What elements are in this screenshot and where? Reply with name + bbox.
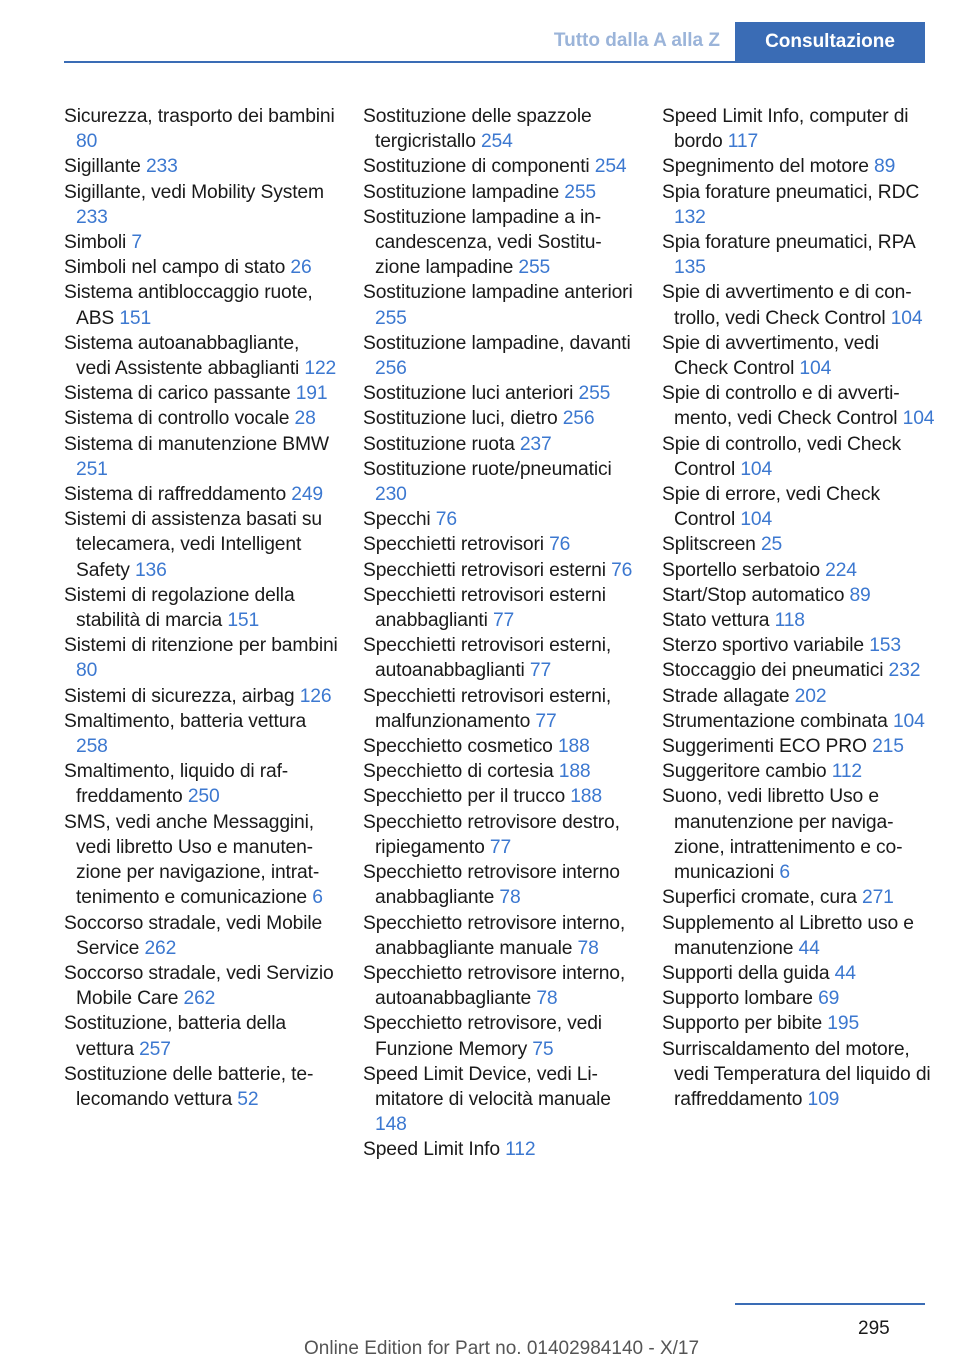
index-entry-term: Sigillante, vedi Mobility System <box>64 181 324 203</box>
index-entry <box>363 1062 638 1138</box>
index-entry-term: Sostituzione di componenti <box>363 156 595 178</box>
index-entry <box>363 810 638 860</box>
index-entry-term: Sostituzione ruota <box>363 433 520 455</box>
index-entry-page-link[interactable]: 255 <box>564 181 597 203</box>
index-column-3 <box>662 104 937 1112</box>
index-entry-page-link[interactable]: 255 <box>375 307 407 329</box>
index-entry <box>662 759 937 784</box>
index-entry <box>64 1062 339 1112</box>
index-entry-page-link[interactable]: 44 <box>798 937 820 959</box>
index-entry <box>662 180 937 230</box>
index-entry-page-link[interactable]: 202 <box>794 685 827 707</box>
index-entry-page-link[interactable]: 249 <box>291 484 323 506</box>
index-entry-page-link[interactable]: 132 <box>674 206 706 228</box>
index-entry <box>662 658 937 683</box>
index-entry-term: Sostituzione ruote/pneumatici <box>363 458 612 480</box>
index-entry-term: Sostituzione lampadine anteriori <box>363 282 633 304</box>
index-entry-term: Splitscreen <box>662 534 761 556</box>
index-entry <box>363 180 638 205</box>
index-entry-page-link[interactable]: 77 <box>492 610 515 632</box>
index-entry-page-link[interactable]: 254 <box>594 156 627 178</box>
index-entry-term: Sostituzione delle batterie, telecomando vettura <box>64 1063 314 1110</box>
index-entry-term: Start/Stop automatico <box>662 584 850 606</box>
index-entry-page-link[interactable]: 52 <box>237 1088 259 1110</box>
index-entry-page-link[interactable]: 6 <box>312 887 323 909</box>
index-entry-page-link[interactable]: 255 <box>518 257 551 279</box>
index-entry-page-link[interactable]: 271 <box>862 887 894 909</box>
index-entry-term: Speed Limit Info <box>363 1139 506 1161</box>
index-entry-page-link[interactable]: 230 <box>375 484 407 506</box>
page-header <box>0 0 960 62</box>
section-title: Tutto dalla A alla Z <box>553 30 720 51</box>
index-entry <box>363 1137 638 1162</box>
index-entry-page-link[interactable]: 80 <box>76 131 98 153</box>
index-entry <box>64 684 339 709</box>
index-entry-page-link[interactable]: 104 <box>740 458 773 480</box>
index-entry-page-link[interactable]: 135 <box>674 257 706 279</box>
index-entry <box>363 532 638 557</box>
index-entry-term: Simboli <box>64 232 132 254</box>
index-entry-page-link[interactable]: 233 <box>76 206 108 228</box>
index-entry-term: Sicurezza, trasporto dei bambini <box>64 106 335 127</box>
index-entry-page-link[interactable]: 126 <box>299 685 332 707</box>
index-entry-term: Specchietto di cortesia <box>363 761 559 783</box>
index-column-2 <box>363 104 638 1163</box>
index-entry <box>662 331 937 381</box>
index-entry-page-link[interactable]: 257 <box>139 1038 171 1060</box>
index-entry <box>662 1011 937 1036</box>
index-entry-term: Soccorso stradale, vedi Mobile Service <box>64 912 323 959</box>
index-entry-page-link[interactable]: 89 <box>874 156 896 178</box>
index-entry-page-link[interactable]: 233 <box>145 156 178 178</box>
index-entry <box>662 381 937 431</box>
index-entry <box>662 911 937 961</box>
index-entry-term: Speed Limit Device, vedi Limitatore di velocità manuale <box>363 1063 611 1110</box>
index-entry-page-link[interactable]: 69 <box>818 988 840 1010</box>
index-entry-term: Specchi <box>363 509 436 531</box>
index-entry-page-link[interactable]: 250 <box>187 786 220 808</box>
index-entry-page-link[interactable]: 258 <box>76 736 108 758</box>
edition-note: Online Edition for Part no. 01402984140 - X/17 <box>304 1338 700 1359</box>
index-entry-page-link[interactable]: 136 <box>134 559 167 581</box>
index-entry-term: Sistema di raffreddamento <box>64 484 292 506</box>
index-entry-term: Supporti della guida <box>662 962 835 984</box>
index-entry <box>64 280 339 330</box>
index-entry <box>662 583 937 608</box>
index-entry-term: Sostituzione luci, dietro <box>363 408 563 430</box>
index-entry <box>64 810 339 911</box>
page-number: 295 <box>858 1318 890 1339</box>
index-entry-term: Surriscaldamento del motore, vedi Temperatura del liquido di raffreddamento <box>662 1038 931 1110</box>
index-entry-page-link[interactable]: 256 <box>562 408 595 430</box>
index-entry-page-link[interactable]: 78 <box>499 887 521 909</box>
index-entry <box>363 961 638 1011</box>
index-entry <box>662 280 937 330</box>
index-entry <box>64 154 339 179</box>
index-entry <box>662 432 937 482</box>
index-entry-term: Spie di controllo, vedi Check Control <box>662 433 901 480</box>
index-entry-term: Sigillante <box>64 156 146 178</box>
index-entry-term: Sistema antibloccaggio ruote, ABS <box>64 282 313 329</box>
index-entry-page-link[interactable]: 151 <box>119 307 152 329</box>
index-entry-term: Simboli nel campo di stato <box>64 257 291 279</box>
index-entry <box>662 532 937 557</box>
index-entry-term: Spegnimento del motore <box>662 156 874 178</box>
index-entry-term: Sistemi di regolazione della stabilità di marcia <box>64 584 295 632</box>
index-entry-page-link[interactable]: 77 <box>489 836 512 858</box>
index-entry-page-link[interactable]: 28 <box>294 408 316 430</box>
index-entry-page-link[interactable]: 76 <box>611 559 633 581</box>
index-entry-term: Smaltimento, liquido di raffreddamento <box>64 761 289 808</box>
index-entry-term: Sistemi di ritenzione per bambini <box>64 635 338 657</box>
index-entry <box>363 205 638 281</box>
index-entry-page-link[interactable]: 104 <box>890 307 923 329</box>
index-entry-page-link[interactable]: 215 <box>872 736 904 758</box>
index-entry <box>64 633 339 683</box>
index-entry-term: Specchietto per il trucco <box>363 786 571 808</box>
index-entry-term: Soccorso stradale, vedi Servizio Mobile Care <box>64 962 334 1010</box>
index-entry-page-link[interactable]: 117 <box>727 131 759 153</box>
index-entry-page-link[interactable]: 75 <box>532 1038 554 1060</box>
index-entry-term: Superfici cromate, cura <box>662 887 863 909</box>
index-entry <box>662 633 937 658</box>
index-entry-term: Supporto per bibite <box>662 1013 828 1035</box>
index-entry-term: Spie di controllo e di avvertimento, vedi Check Control <box>662 383 903 430</box>
index-entry-page-link[interactable]: 224 <box>825 559 857 581</box>
index-entry-page-link[interactable]: 191 <box>295 383 328 405</box>
index-entry-page-link[interactable]: 25 <box>760 534 783 556</box>
index-entry-page-link[interactable]: 77 <box>535 710 557 732</box>
index-entry-page-link[interactable]: 188 <box>570 786 602 808</box>
index-entry <box>363 507 638 532</box>
index-entry <box>363 860 638 910</box>
index-entry <box>363 104 638 154</box>
index-entry-term: Suggeritore cambio <box>662 761 832 783</box>
index-entry-page-link[interactable]: 78 <box>536 988 558 1010</box>
index-entry-term: Specchietti retrovisori esterni, autoanabbaglianti <box>363 635 612 682</box>
index-entry <box>64 381 339 406</box>
index-entry-term: Sostituzione lampadine <box>363 181 565 203</box>
index-entry-term: Strumentazione combinata <box>662 710 893 732</box>
index-entry-page-link[interactable]: 195 <box>827 1013 860 1035</box>
index-entry <box>363 1011 638 1061</box>
index-entry-term: Spie di errore, vedi Check Control <box>662 484 880 531</box>
index-entry <box>64 331 339 381</box>
index-entry-term: SMS, vedi anche Messaggini, vedi libretto Uso e manutenzione per navigazione, intrattenimento e comunicazione <box>64 811 320 909</box>
index-entry-page-link[interactable]: 76 <box>435 509 457 531</box>
index-entry-term: Specchietto retrovisore, vedi Funzione Memory <box>363 1013 602 1060</box>
index-entry <box>662 986 937 1011</box>
index-entry-term: Sistema autoanabbagliante, vedi Assistente abbaglianti <box>64 332 305 380</box>
index-column-1 <box>64 104 339 1112</box>
index-entry-term: Speed Limit Info, computer di bordo <box>662 106 909 153</box>
index-entry-term: Sostituzione luci anteriori <box>363 383 579 405</box>
index-entry-page-link[interactable]: 112 <box>831 761 862 783</box>
index-entry-page-link[interactable]: 254 <box>480 131 513 153</box>
index-entry-term: Specchietto retrovisore interno, anabbagliante manuale <box>363 912 626 959</box>
index-entry <box>662 734 937 759</box>
index-entry <box>662 961 937 986</box>
index-entry <box>363 154 638 179</box>
index-entry <box>363 381 638 406</box>
index-entry <box>64 432 339 482</box>
index-entry-term: Specchietto cosmetico <box>363 736 558 758</box>
index-entry-page-link[interactable]: 104 <box>902 408 935 430</box>
index-entry-term: Specchietti retrovisori <box>363 534 550 556</box>
index-entry <box>363 406 638 431</box>
index-entry <box>363 759 638 784</box>
index-entry-page-link[interactable]: 78 <box>577 937 599 959</box>
index-entry-page-link[interactable]: 77 <box>529 660 552 682</box>
index-entry-page-link[interactable]: 26 <box>290 257 312 279</box>
index-entry-page-link[interactable]: 76 <box>549 534 571 556</box>
index-entry-term: Specchietto retrovisore interno, autoanabbagliante <box>363 962 626 1010</box>
index-entry-page-link[interactable]: 109 <box>807 1088 840 1110</box>
index-entry-term: Stato vettura <box>662 610 775 632</box>
index-entry-page-link[interactable]: 112 <box>505 1139 536 1161</box>
index-entry <box>64 406 339 431</box>
index-entry <box>64 230 339 255</box>
footer-rule <box>735 1303 925 1305</box>
index-entry <box>662 1037 937 1113</box>
index-entry-term: Spia forature pneumatici, RPA <box>662 232 915 254</box>
index-entry <box>363 734 638 759</box>
index-entry <box>662 154 937 179</box>
index-entry-page-link[interactable]: 104 <box>892 710 925 732</box>
index-entry <box>662 482 937 532</box>
index-entry-term: Sostituzione, batteria della vettura <box>64 1013 286 1060</box>
index-entry-term: Smaltimento, batteria vettura <box>64 710 307 732</box>
index-entry <box>64 709 339 759</box>
index-entry-page-link[interactable]: 6 <box>779 862 790 884</box>
index-entry <box>662 684 937 709</box>
index-entry <box>64 180 339 230</box>
index-entry <box>662 104 937 154</box>
index-entry <box>363 583 638 633</box>
index-entry <box>64 255 339 280</box>
index-entry-term: Sostituzione delle spazzole tergicristallo <box>363 106 592 153</box>
index-entry-page-link[interactable]: 237 <box>519 433 552 455</box>
index-entry <box>662 558 937 583</box>
index-entry-page-link[interactable]: 118 <box>774 610 805 632</box>
index-entry-term: Sterzo sportivo variabile <box>662 635 870 657</box>
index-entry-term: Sistema di controllo vocale <box>64 408 295 430</box>
index-entry-term: Suggerimenti ECO PRO <box>662 736 873 758</box>
index-entry <box>662 230 937 280</box>
index-entry-term: Sistemi di assistenza basati su telecamera, vedi Intelligent Safety <box>64 509 322 581</box>
index-entry <box>662 709 937 734</box>
index-entry-term: Sportello serbatoio <box>662 559 826 581</box>
index-entry <box>64 759 339 809</box>
index-entry-term: Specchietti retrovisori esterni anabbaglianti <box>363 584 606 632</box>
index-entry-page-link[interactable]: 89 <box>849 584 871 606</box>
index-entry <box>662 885 937 910</box>
index-entry-page-link[interactable]: 44 <box>834 962 856 984</box>
index-entry-page-link[interactable]: 7 <box>131 232 142 254</box>
header-rule <box>64 61 925 63</box>
index-entry <box>64 104 339 154</box>
index-entry <box>363 684 638 734</box>
index-entry <box>64 482 339 507</box>
index-entry-term: Spie di avvertimento, vedi Check Control <box>662 332 879 380</box>
index-entry-term: Spie di avvertimento e di controllo, vedi Check Control <box>662 282 912 329</box>
index-entry-term: Sostituzione lampadine, davanti <box>363 332 631 354</box>
index-entry-term: Spia forature pneumatici, RDC <box>662 181 920 203</box>
index-entry <box>363 633 638 683</box>
index-entry-page-link[interactable]: 188 <box>557 736 590 758</box>
index-entry-term: Stoccaggio dei pneumatici <box>662 660 889 682</box>
index-entry <box>64 583 339 633</box>
index-entry-page-link[interactable]: 255 <box>578 383 611 405</box>
chapter-tab[interactable]: Consultazione <box>735 22 925 62</box>
index-entry-page-link[interactable]: 122 <box>304 358 337 380</box>
index-entry-page-link[interactable]: 256 <box>375 358 407 380</box>
index-entry <box>363 558 638 583</box>
index-entry-page-link[interactable]: 80 <box>76 660 98 682</box>
index-entry <box>64 507 339 583</box>
index-entry-page-link[interactable]: 104 <box>740 509 773 531</box>
index-entry-term: Suono, vedi libretto Uso e manutenzione per navigazione, intrattenimento e comunicazioni <box>662 786 903 884</box>
index-entry-term: Supporto lombare <box>662 988 819 1010</box>
index-entry <box>64 1011 339 1061</box>
index-entry-page-link[interactable]: 188 <box>558 761 591 783</box>
index-entry <box>363 432 638 457</box>
index-entry-term: Specchietto retrovisore interno anabbagliante <box>363 862 620 909</box>
index-entry <box>662 608 937 633</box>
index-entry-term: Sistema di manutenzione BMW <box>64 433 329 455</box>
index-entry-term: Sistemi di sicurezza, airbag <box>64 685 300 707</box>
index-entry-page-link[interactable]: 104 <box>799 358 832 380</box>
index-entry-term: Sostituzione lampadine a incandescenza, vedi Sostituzione lampadine <box>363 206 602 279</box>
index-entry <box>363 784 638 809</box>
index-entry <box>363 911 638 961</box>
index-entry-term: Specchietti retrovisori esterni <box>363 559 612 581</box>
index-entry <box>662 784 937 885</box>
index-entry-page-link[interactable]: 262 <box>144 937 177 959</box>
index-entry-page-link[interactable]: 148 <box>375 1114 407 1136</box>
index-entry-page-link[interactable]: 232 <box>888 660 921 682</box>
index-entry-page-link[interactable]: 151 <box>227 610 260 632</box>
index-entry-term: Sistema di carico passante <box>64 383 296 405</box>
index-entry-term: Specchietti retrovisori esterni, malfunzionamento <box>363 685 612 732</box>
index-entry-page-link[interactable]: 153 <box>869 635 901 657</box>
index-entry <box>64 961 339 1011</box>
index-entry <box>64 911 339 961</box>
index-entry <box>363 280 638 330</box>
index-entry-term: Specchietto retrovisore destro, ripiegamento <box>363 811 620 858</box>
index-entry-page-link[interactable]: 251 <box>76 458 108 480</box>
index-entry-term: Strade allagate <box>662 685 795 707</box>
index-entry <box>363 457 638 507</box>
index-entry <box>363 331 638 381</box>
index-entry-term: Supplemento al Libretto uso e manutenzione <box>662 912 914 959</box>
index-entry-page-link[interactable]: 262 <box>183 988 216 1010</box>
